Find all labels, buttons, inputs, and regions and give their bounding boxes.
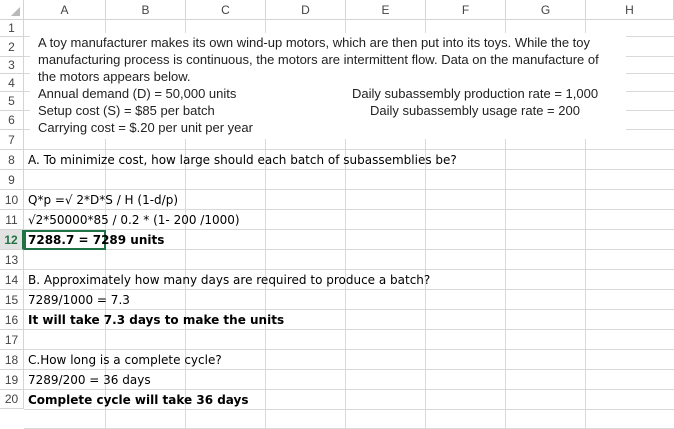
- column-header-a[interactable]: A: [24, 0, 106, 20]
- row-header-15[interactable]: 15: [0, 290, 24, 310]
- row-header-7[interactable]: 7: [0, 130, 24, 150]
- row-header-14[interactable]: 14: [0, 270, 24, 290]
- select-all-triangle-icon: [11, 7, 20, 16]
- row-header-4[interactable]: 4: [0, 74, 24, 92]
- cell-a14[interactable]: 7289/1000 = 7.3: [28, 293, 130, 307]
- cell-a15[interactable]: It will take 7.3 days to make the units: [28, 313, 285, 327]
- row-header-1[interactable]: 1: [0, 20, 24, 37]
- problem-text-box[interactable]: [30, 33, 626, 139]
- row-header-9[interactable]: 9: [0, 170, 24, 190]
- annual-demand: Annual demand (D) = 50,000 units: [38, 86, 237, 101]
- column-header-b[interactable]: B: [106, 0, 186, 20]
- cell-a17[interactable]: C.How long is a complete cycle?: [28, 353, 222, 367]
- column-header-c[interactable]: C: [186, 0, 266, 20]
- daily-usage-rate: Daily subassembly usage rate = 200: [370, 103, 580, 118]
- row-header-17[interactable]: 17: [0, 330, 24, 350]
- row-header-2[interactable]: 2: [0, 37, 24, 57]
- row-header-5[interactable]: 5: [0, 92, 24, 111]
- cell-a9[interactable]: Q*p =√ 2*D*S / H (1-d/p): [28, 193, 178, 207]
- cell-a10[interactable]: √2*50000*85 / 0.2 * (1- 200 /1000): [28, 213, 240, 227]
- column-header-f[interactable]: F: [426, 0, 506, 20]
- row-header-20[interactable]: 20: [0, 390, 24, 409]
- column-header-d[interactable]: D: [266, 0, 346, 20]
- column-header-h[interactable]: H: [586, 0, 674, 20]
- row-header-13[interactable]: 13: [0, 250, 24, 270]
- row-header-8[interactable]: 8: [0, 150, 24, 170]
- problem-line-3: the motors appears below.: [38, 69, 191, 84]
- select-all-corner[interactable]: [0, 0, 24, 20]
- row-header-10[interactable]: 10: [0, 190, 24, 210]
- row-header-19[interactable]: 19: [0, 370, 24, 390]
- row-header-11[interactable]: 11: [0, 210, 24, 230]
- cell-a7[interactable]: A. To minimize cost, how large should each batch of subassemblies be?: [28, 153, 457, 167]
- column-header-e[interactable]: E: [346, 0, 426, 20]
- cell-a19[interactable]: Complete cycle will take 36 days: [28, 393, 249, 407]
- setup-cost: Setup cost (S) = $85 per batch: [38, 103, 215, 118]
- cell-a11[interactable]: 7288.7 = 7289 units: [28, 233, 165, 247]
- column-header-g[interactable]: G: [506, 0, 586, 20]
- cell-a13[interactable]: B. Approximately how many days are required to produce a batch?: [28, 273, 431, 287]
- row-header-12[interactable]: 12: [0, 230, 24, 250]
- row-header-18[interactable]: 18: [0, 350, 24, 370]
- row-header-3[interactable]: 3: [0, 57, 24, 74]
- row-header-6[interactable]: 6: [0, 111, 24, 130]
- row-header-16[interactable]: 16: [0, 310, 24, 330]
- cell-a18[interactable]: 7289/200 = 36 days: [28, 373, 151, 387]
- carrying-cost: Carrying cost = $.20 per unit per year: [38, 120, 253, 135]
- problem-line-1: A toy manufacturer makes its own wind-up motors, which are then put into its toys. While the toy: [38, 35, 591, 50]
- problem-line-2: manufacturing process is continuous, the motors are intermittent flow. Data on the manufacture of: [38, 52, 599, 67]
- daily-production-rate: Daily subassembly production rate = 1,000: [352, 86, 599, 101]
